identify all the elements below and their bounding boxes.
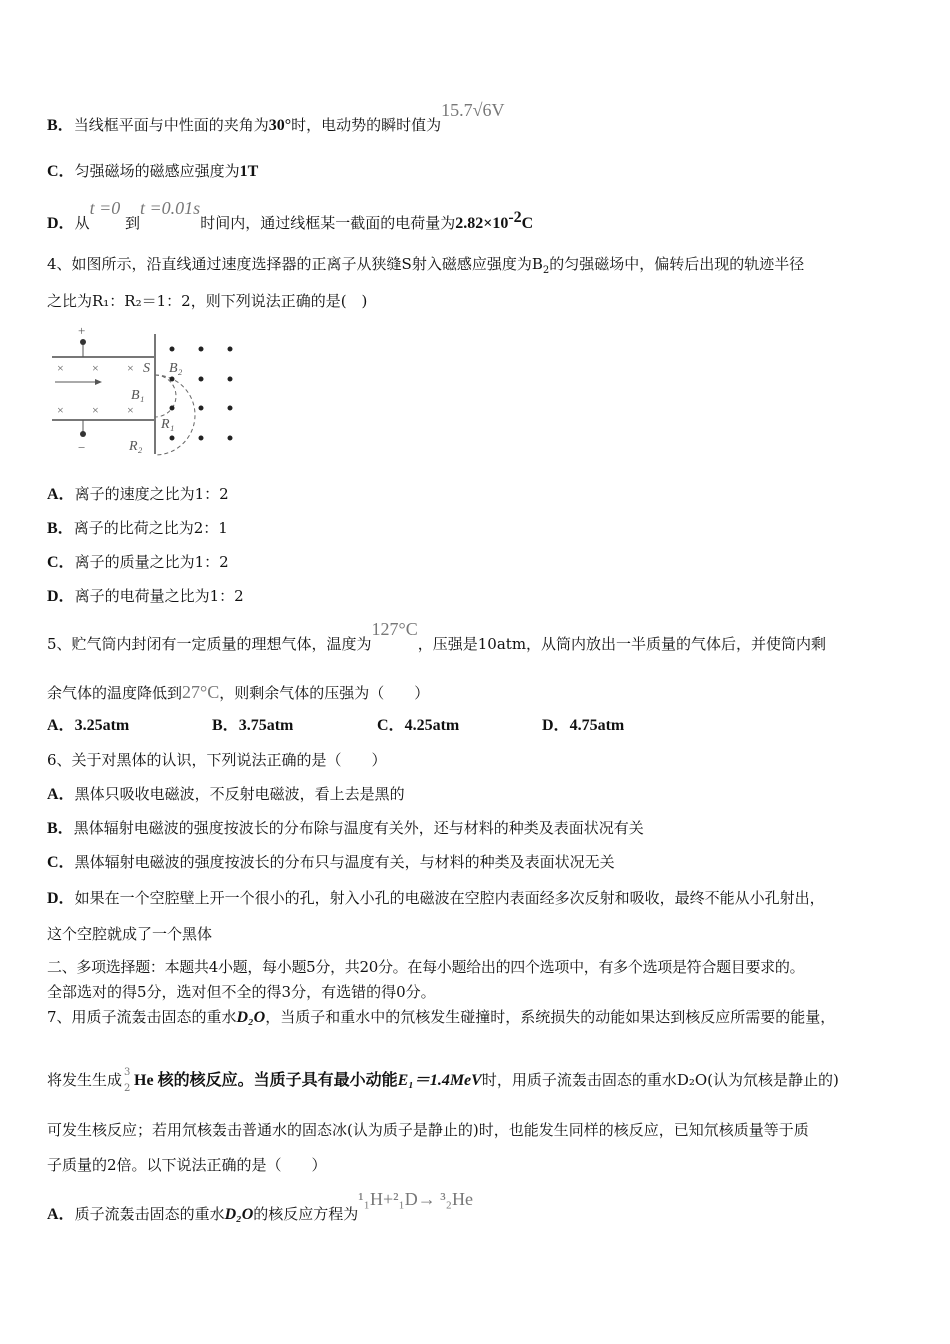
q5-stem bbox=[47, 619, 827, 654]
plus-sign: + bbox=[78, 323, 86, 338]
option-text: 黑体辐射电磁波的强度按波长的分布除与温度有关外，还与材料的种类及表面状况有关 bbox=[73, 819, 644, 837]
q4-stem-line2: 之比为R₁：R₂＝1：2，则下列说法正确的是( ) bbox=[47, 292, 368, 310]
formula: t =0.01s bbox=[140, 198, 201, 218]
q4-option-d bbox=[47, 586, 244, 607]
q5-option-a: A．3.25atm bbox=[47, 717, 130, 734]
formula: 15.7√6V bbox=[441, 100, 505, 120]
option-text: 时，电动势的瞬时值为 bbox=[291, 116, 442, 134]
he-charge-number: 2 bbox=[124, 1083, 131, 1094]
exponent: -2 bbox=[508, 209, 522, 226]
b1-label: B₁ bbox=[131, 388, 145, 403]
option-label: A． bbox=[47, 486, 75, 503]
q7-stem-line2: 将发生生成 3 2 He 核的核反应。当质子具有最小动能E₁＝1.4MeV时，用质子流轰击固态的重水D₂O(认为氘核是静止的) bbox=[47, 1070, 839, 1091]
nuclear-equation: ¹₁H+²₁D→ ³₂He bbox=[358, 1189, 473, 1209]
option-text: 匀强磁场的磁感应强度为 bbox=[74, 162, 240, 180]
option-text: 如果在一个空腔壁上开一个很小的孔，射入小孔的电磁波在空腔内表面经多次反射和吸收，最终不能从小孔射出， bbox=[74, 889, 825, 907]
option-label: D． bbox=[47, 588, 75, 605]
angle: 30° bbox=[268, 117, 292, 134]
q4-option-c bbox=[47, 552, 229, 573]
q7-stem-line4: 子质量的2倍。以下说法正确的是（ ） bbox=[47, 1156, 327, 1174]
stem-text: 余气体的温度降低到 bbox=[47, 684, 183, 702]
q3-option-d bbox=[47, 198, 534, 234]
option-label: C． bbox=[47, 554, 75, 571]
b2-label: B₂ bbox=[169, 361, 183, 376]
svg-text:×: × bbox=[127, 361, 134, 375]
option-label: B． bbox=[47, 520, 74, 537]
svg-text:×: × bbox=[57, 361, 64, 375]
svg-text:×: × bbox=[127, 403, 134, 417]
section-2-heading: 二、多项选择题：本题共4小题，每小题5分，共20分。在每小题给出的四个选项中，有多个选项是符合题目要求的。 bbox=[47, 958, 805, 976]
r1-label: R₁ bbox=[161, 417, 175, 432]
option-text: 黑体只吸收电磁波，不反射电磁波，看上去是黑的 bbox=[74, 785, 405, 803]
q6-option-d-line2: 这个空腔就成了一个黑体 bbox=[47, 925, 213, 943]
temperature: 27°C bbox=[182, 682, 220, 702]
option-text: 当线框平面与中性面的夹角为 bbox=[73, 116, 269, 134]
option-text: 到 bbox=[125, 214, 141, 232]
svg-text:×: × bbox=[57, 403, 64, 417]
he-mass-number: 3 bbox=[124, 1067, 131, 1078]
option-label: C． bbox=[47, 163, 75, 180]
q5-option-d: D．4.75atm bbox=[542, 717, 625, 734]
subscript: 2 bbox=[542, 265, 550, 276]
q3-option-b bbox=[47, 100, 505, 136]
option-label: D． bbox=[47, 890, 75, 907]
q6-option-d bbox=[47, 888, 825, 909]
temperature: 127°C bbox=[371, 619, 418, 639]
slit-label: S bbox=[143, 361, 150, 376]
unit: C bbox=[521, 215, 534, 232]
stem-text: 5、贮气筒内封闭有一定质量的理想气体，温度为 bbox=[47, 635, 372, 653]
q6-stem: 6、关于对黑体的认识，下列说法正确的是（ ） bbox=[47, 751, 387, 769]
formula: t =0 bbox=[89, 198, 121, 218]
q7-option-a: A．质子流轰击固态的重水D₂O的核反应方程为¹₁H+²₁D→ ³₂He bbox=[47, 1189, 473, 1223]
svg-text:×: × bbox=[92, 361, 99, 375]
stem-text: 4、如图所示，沿直线通过速度选择器的正离子从狭缝S射入磁感应强度为B bbox=[47, 255, 543, 273]
option-text: 离子的比荷之比为2：1 bbox=[73, 519, 228, 537]
option-text: 离子的质量之比为1：2 bbox=[74, 553, 229, 571]
value: 1T bbox=[239, 163, 259, 180]
r2-label: R₂ bbox=[129, 439, 143, 454]
stem-text: ，则剩余气体的压强为（ ） bbox=[219, 684, 430, 702]
d2o: D₂O bbox=[236, 1009, 266, 1026]
q3-option-c bbox=[47, 161, 258, 182]
option-text: 离子的速度之比为1：2 bbox=[74, 485, 229, 503]
q4-option-a bbox=[47, 484, 229, 505]
min-kinetic-energy: E₁＝1.4MeV bbox=[397, 1072, 482, 1089]
option-text: 从 bbox=[74, 214, 90, 232]
q6-option-c bbox=[47, 852, 615, 873]
stem-text: 的匀强磁场中，偏转后出现的轨迹半径 bbox=[549, 255, 805, 273]
q5-option-c: C．4.25atm bbox=[377, 717, 460, 734]
q4-stem bbox=[47, 254, 804, 281]
option-label: C． bbox=[47, 854, 75, 871]
option-label: B． bbox=[47, 117, 74, 134]
q6-option-a bbox=[47, 784, 405, 805]
option-text: 离子的电荷量之比为1：2 bbox=[74, 587, 244, 605]
value: 2.82×10 bbox=[455, 215, 509, 232]
q6-option-b bbox=[47, 818, 644, 839]
option-label: B． bbox=[47, 820, 74, 837]
q5-option-b: B．3.75atm bbox=[212, 717, 294, 734]
stem-text: ，压强是10atm，从筒内放出一半质量的气体后，并使筒内剩 bbox=[417, 635, 827, 653]
option-text: 黑体辐射电磁波的强度按波长的分布只与温度有关，与材料的种类及表面状况无关 bbox=[74, 853, 615, 871]
section-2-heading-line2: 全部选对的得5分，选对但不全的得3分，有选错的得0分。 bbox=[47, 983, 436, 1001]
option-text: 时间内，通过线框某一截面的电荷量为 bbox=[200, 214, 456, 232]
svg-text:×: × bbox=[92, 403, 99, 417]
option-label: D． bbox=[47, 215, 75, 232]
q5-stem-line2 bbox=[47, 682, 429, 703]
q4-option-b bbox=[47, 518, 228, 539]
q7-stem-line3: 可发生核反应；若用氘核轰击普通水的固态冰(认为质子是静止的)时，也能发生同样的核反应，已知氘核质量等于质 bbox=[47, 1121, 809, 1139]
q7-stem: 7、用质子流轰击固态的重水D₂O，当质子和重水中的氘核发生碰撞时，系统损失的动能如果达到核反应所需要的能量， bbox=[47, 1008, 836, 1026]
option-label: A． bbox=[47, 786, 75, 803]
option-label: A． bbox=[47, 1206, 75, 1223]
velocity-selector-figure bbox=[47, 322, 247, 460]
minus-sign: − bbox=[78, 440, 86, 455]
